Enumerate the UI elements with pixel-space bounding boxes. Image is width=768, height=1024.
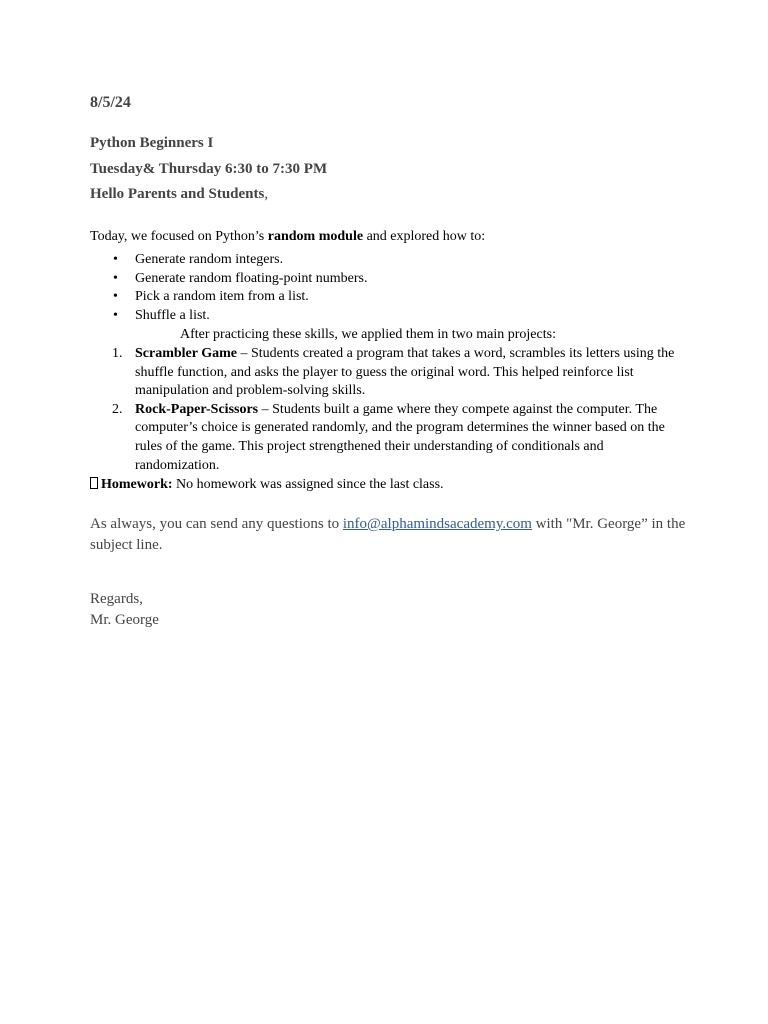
homework-label: Homework: <box>101 477 173 492</box>
bullet-icon: • <box>113 289 118 305</box>
project-title: Rock-Paper-Scissors <box>135 401 259 417</box>
list-item <box>90 288 367 307</box>
projects-intro: After practicing these skills, we applied them in two main projects: <box>180 327 556 342</box>
project-number: 1. <box>112 346 123 361</box>
class-name: Python Beginners I <box>90 135 214 151</box>
list-item <box>90 251 367 270</box>
project-title: Scrambler Game <box>135 346 237 361</box>
project-item <box>90 401 680 475</box>
contact-after: with "Mr. George” in the subject line. <box>90 516 686 553</box>
document-date: 8/5/24 <box>90 94 131 111</box>
email-link[interactable]: info@alphamindsacademy.com <box>342 516 532 532</box>
skills-bullet-list <box>90 251 367 325</box>
homework-line <box>90 476 444 495</box>
bullet-icon: • <box>113 270 118 286</box>
contact-before: As always, you can send any questions to <box>90 516 343 532</box>
list-item <box>90 307 367 326</box>
project-description: – Students built a game where they compete against the computer. The computer’s choice is generated randomly, and the program determines the winner based on the rules of the game. This project strengthened their understanding of conditionals and randomization. <box>135 401 665 473</box>
list-item-text: Generate random integers. <box>135 252 284 267</box>
greeting-comma: , <box>264 186 269 202</box>
intro-after: and explored how to: <box>363 229 486 244</box>
project-description: – Students created a program that takes a word, scrambles its letters using the shuffle function, and asks the player to guess the original word. This helped reinforce list manipulation and problem-solving skills. <box>135 346 675 399</box>
intro-bold: random module <box>267 229 364 244</box>
intro-before: Today, we focused on Python’s <box>90 229 268 244</box>
signature-name: Mr. George <box>90 612 159 628</box>
bullet-icon: • <box>113 307 118 323</box>
intro-paragraph <box>90 228 485 247</box>
class-schedule: Tuesday& Thursday 6:30 to 7:30 PM <box>90 161 328 177</box>
greeting <box>90 186 268 203</box>
project-item <box>90 345 680 401</box>
homework-text: No homework was assigned since the last class. <box>172 477 444 492</box>
missing-glyph-icon <box>90 477 98 489</box>
project-number: 2. <box>112 401 123 417</box>
list-item-text: Generate random floating-point numbers. <box>135 270 368 286</box>
list-item-text: Pick a random item from a list. <box>135 289 309 305</box>
greeting-text: Hello Parents and Students <box>90 186 265 202</box>
contact-paragraph <box>90 514 690 556</box>
list-item <box>90 270 367 289</box>
closing-regards: Regards, <box>90 591 143 607</box>
list-item-text: Shuffle a list. <box>135 307 210 323</box>
bullet-icon: • <box>113 252 118 267</box>
projects-list <box>90 345 680 475</box>
